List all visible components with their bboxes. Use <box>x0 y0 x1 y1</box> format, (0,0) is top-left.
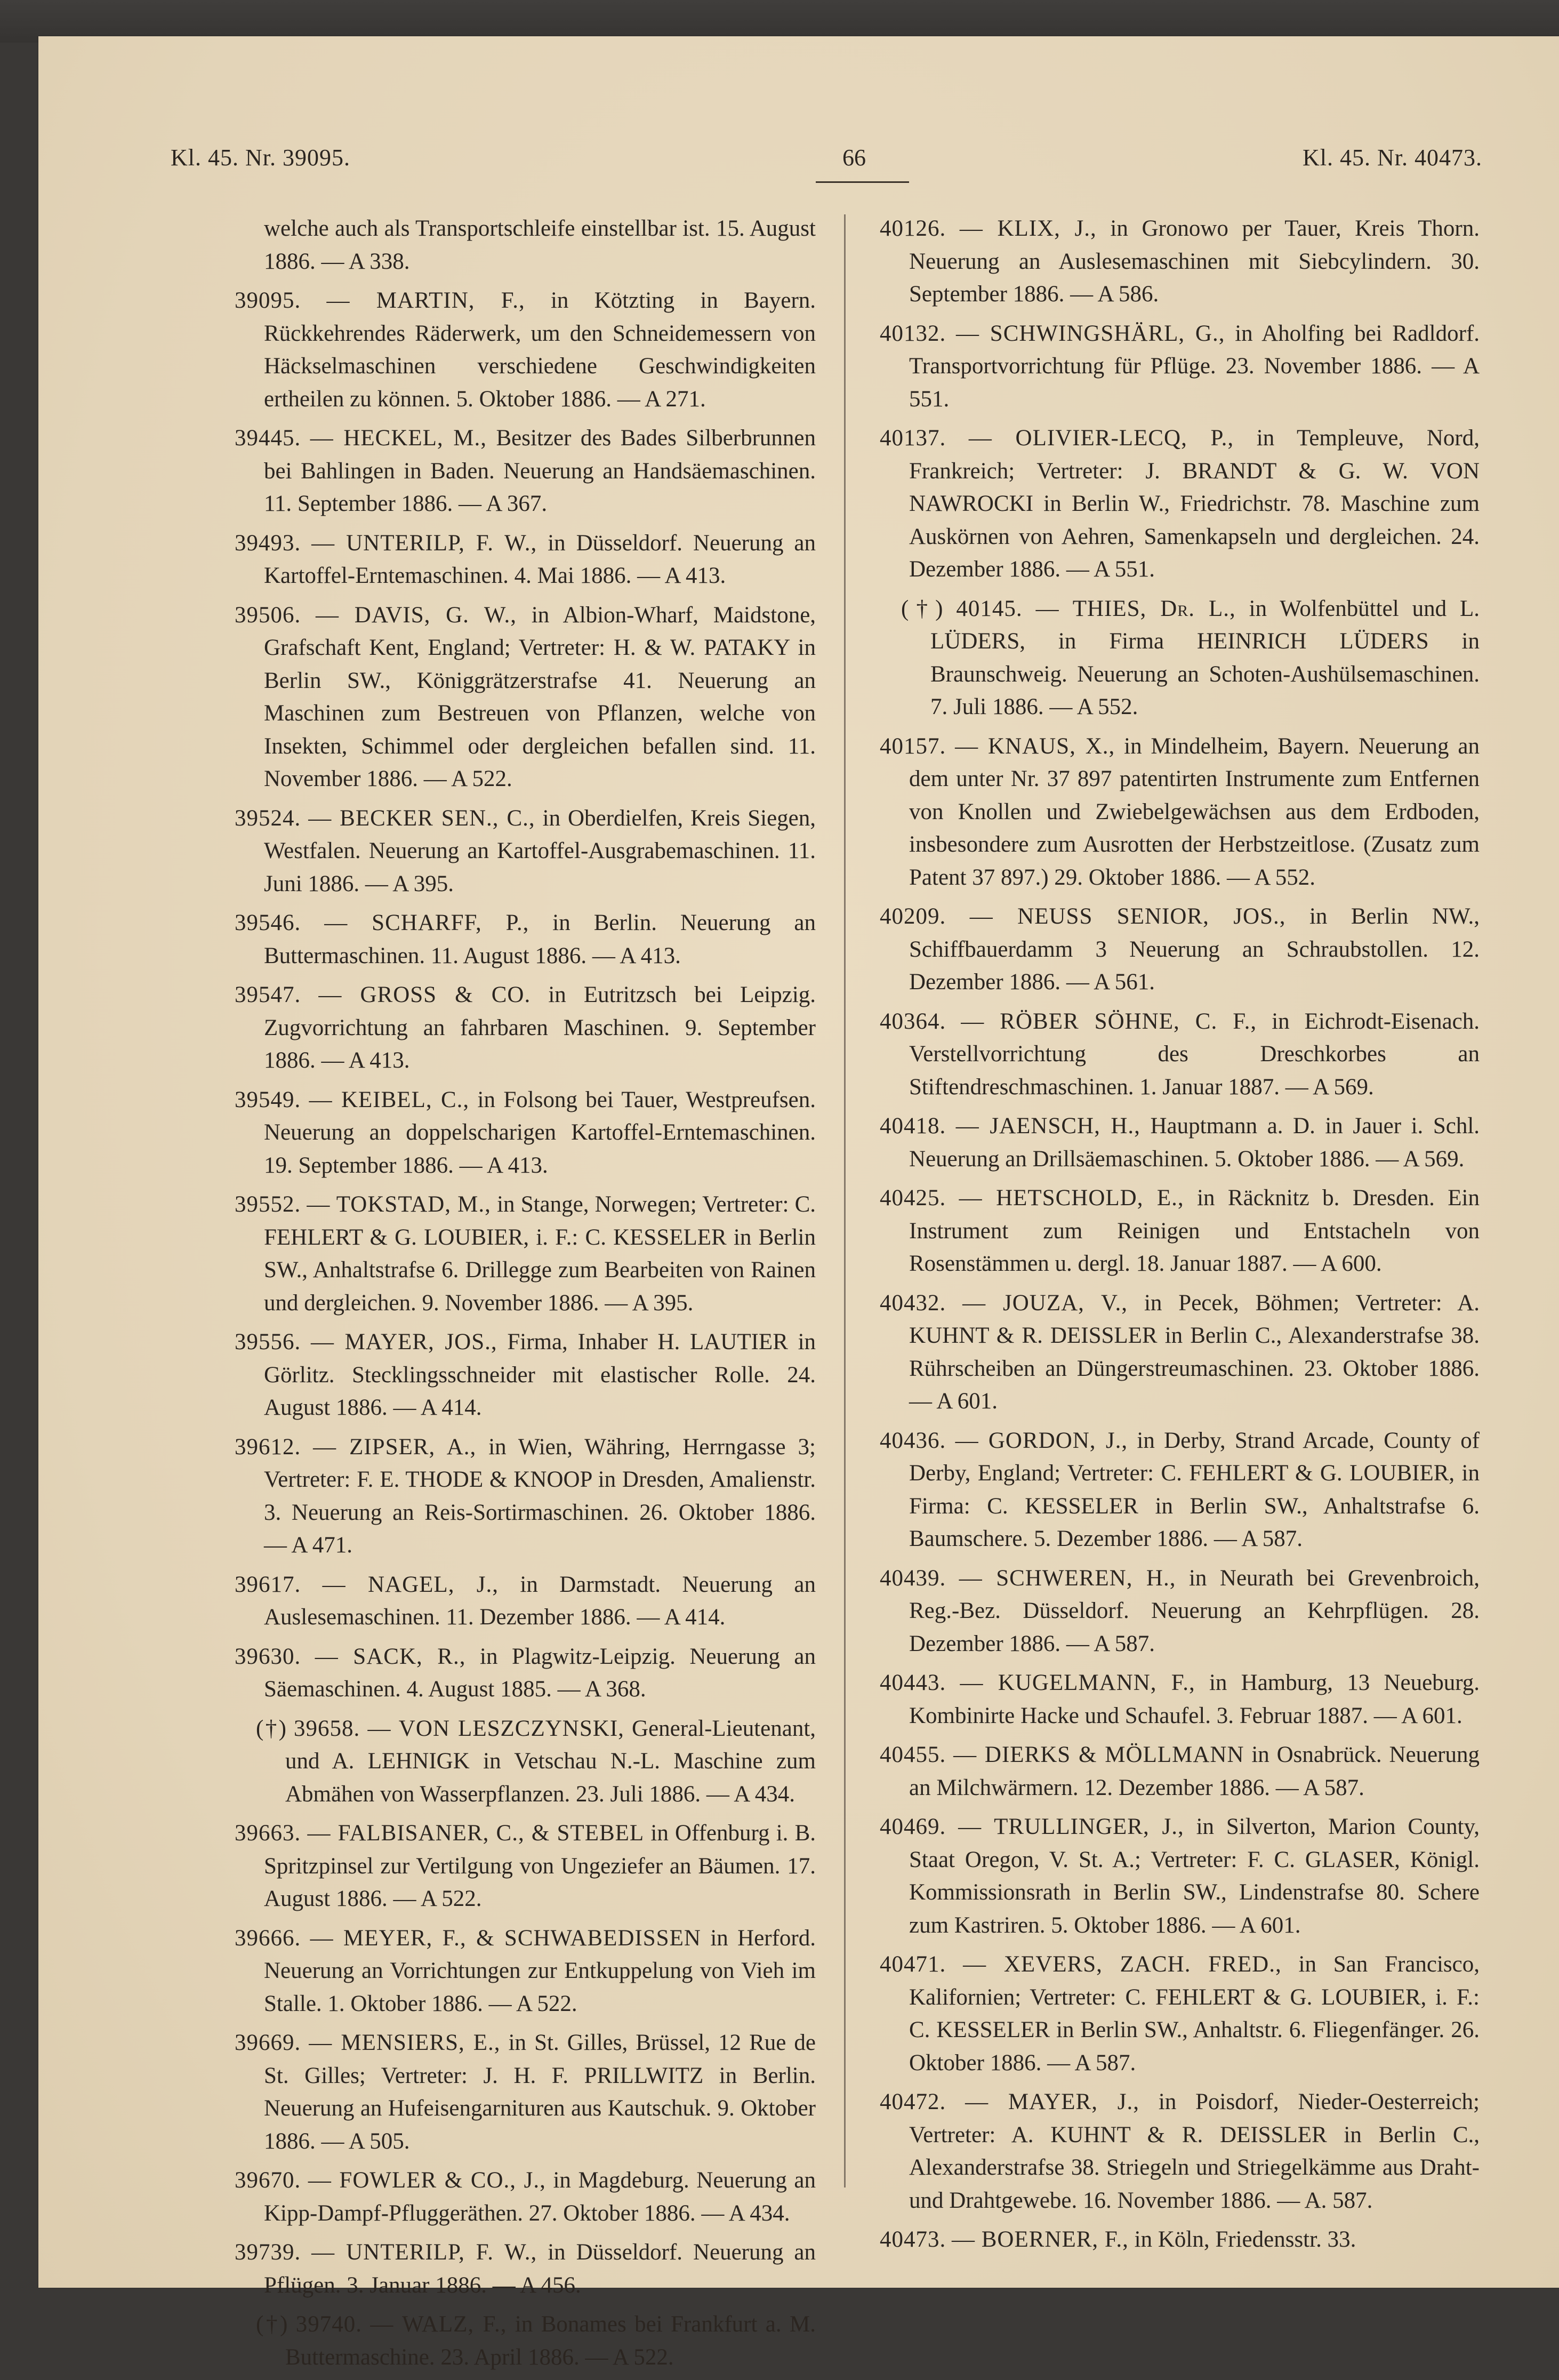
entry-text: welche auch als Transportschleife einstellbar ist. 15. August 1886. — A 338. <box>264 216 816 274</box>
entry-text: in Berlin NW., Schiffbauerdamm 3 Neuerung an Schraubstollen. 12. Dezember 1886. — A 561. <box>909 904 1480 995</box>
patent-number: 39658. <box>294 1716 360 1741</box>
patent-number: 40432. <box>880 1290 946 1316</box>
patent-entry <box>880 422 1480 586</box>
patent-number: 40469. <box>880 1814 946 1839</box>
entry-text: in Kötzting in Bayern. Rückkehrendes Räderwerk, um den Schneidemessern von Häckselmaschinen verschiedene Geschwindigkeiten ertheilen zu können. 5. Oktober 1886. — A 271. <box>264 288 816 412</box>
entry-text: in Mindelheim, Bayern. Neuerung an dem unter Nr. 37 897 patentirten Instrumente zum Entfernen von Knollen und Zwiebelgewächsen aus dem Erdboden, insbesondere zum Ausrotten der Herbstzeitlose. (Zusatz zum Patent 37 897.) 29. Oktober 1886. — A 552. <box>909 733 1480 890</box>
patent-number: 39552. <box>235 1192 301 1217</box>
patent-number: 39493. <box>235 530 301 556</box>
patent-number: 39547. <box>235 982 301 1007</box>
column-divider <box>844 214 846 2187</box>
patent-number: 39556. <box>235 1329 301 1355</box>
patent-entry <box>880 1287 1480 1418</box>
patentee-name: — MEYER, F., & SCHWABEDISSEN <box>310 1925 701 1951</box>
patentee-name: — HECKEL, M., <box>310 426 487 451</box>
patentee-name: — SCHARFF, P., <box>324 910 529 935</box>
page-header <box>171 144 1482 187</box>
patent-entry <box>235 1922 816 2021</box>
patentee-name: — RÖBER SÖHNE, C. F., <box>961 1008 1257 1034</box>
patent-entry <box>235 2236 816 2302</box>
page-number: 66 <box>842 145 866 171</box>
patentee-name: — WALZ, F., <box>370 2312 507 2337</box>
entry-text: Besitzer des Bades Silberbrunnen bei Bahlingen in Baden. Neuerung an Handsäemaschinen. 11. September 1886. — A 367. <box>264 426 816 516</box>
entry-text: in Templeuve, Nord, Frankreich; Vertreter: J. BRANDT & G. W. VON NAWROCKI in Berlin W., Friedrichstr. 78. Maschine zum Auskörnen von Aehren, Samenkapseln und dergleichen. 24. Dezember 1886. — A 551. <box>909 426 1480 582</box>
patentee-name: — SCHWEREN, H., <box>959 1565 1176 1591</box>
dagger-icon: (†) <box>256 1716 286 1741</box>
patentee-name: — UNTERILP, F. W., <box>311 2240 537 2265</box>
patent-entry <box>880 1005 1480 1104</box>
patentee-name: — UNTERILP, F. W., <box>311 530 537 556</box>
patent-number: 39445. <box>235 426 301 451</box>
patent-number: 39663. <box>235 1821 301 1846</box>
patent-number: 40472. <box>880 2089 946 2114</box>
patentee-name: — SACK, R., <box>315 1644 466 1669</box>
patent-number: 39546. <box>235 910 301 935</box>
patent-entry <box>880 1810 1480 1942</box>
patent-entry <box>235 802 816 901</box>
patent-number: 40209. <box>880 904 946 929</box>
entry-text: in Offenburg i. B. Spritzpinsel zur Vertilgung von Ungeziefer an Bäumen. 17. August 1886. — A 522. <box>264 1821 816 1911</box>
patent-entry <box>880 1110 1480 1175</box>
patentee-name: — MENSIERS, E., <box>309 2030 501 2055</box>
patent-number: 40473. <box>880 2227 946 2252</box>
patent-entry <box>235 1084 816 1182</box>
patent-entry <box>880 1738 1480 1804</box>
patent-number: 40443. <box>880 1670 946 1695</box>
patent-entry <box>235 1817 816 1916</box>
patentee-name: — JAENSCH, H., <box>955 1113 1140 1139</box>
patent-entry <box>235 979 816 1077</box>
patentee-name: — THIES, Dr. L., <box>1035 596 1236 621</box>
entry-text: in Eichrodt-Eisenach. Verstellvorrichtung des Dreschkorbes an Stiftendreschmaschinen. 1. Januar 1887. — A 569. <box>909 1008 1480 1100</box>
entry-text: in Neurath bei Grevenbroich, Reg.-Bez. Düsseldorf. Neuerung an Kehrpflügen. 28. Dezember 1886. — A 587. <box>909 1565 1480 1656</box>
patent-number: 40471. <box>880 1952 946 1977</box>
patent-number: 40436. <box>880 1428 946 1453</box>
patent-number: 39549. <box>235 1087 301 1112</box>
dagger-icon: (†) <box>901 596 943 621</box>
header-left-reference: Kl. 45. Nr. 39095. <box>171 145 350 171</box>
entry-text: in Düsseldorf. Neuerung an Kartoffel-Erntemaschinen. 4. Mai 1886. — A 413. <box>264 530 816 588</box>
patent-entry <box>880 2223 1480 2256</box>
patent-number: 40145. <box>956 596 1023 621</box>
entry-text: in Gronowo per Tauer, Kreis Thorn. Neuerung an Auslesemaschinen mit Siebcylindern. 30. September 1886. — A 586. <box>909 216 1480 307</box>
patentee-name: — BECKER SEN., C., <box>308 805 535 831</box>
page-number-rule <box>816 181 909 183</box>
entry-text: in Berlin. Neuerung an Buttermaschinen. 11. August 1886. — A 413. <box>264 910 816 968</box>
patent-number: 40455. <box>880 1742 946 1767</box>
patentee-name: — KEIBEL, C., <box>309 1087 470 1112</box>
entry-text: in Darmstadt. Neuerung an Auslesemaschinen. 11. Dezember 1886. — A 414. <box>264 1572 816 1630</box>
patent-entry <box>880 730 1480 894</box>
patent-number: 40364. <box>880 1008 946 1034</box>
patent-entry <box>880 317 1480 416</box>
patent-number: 40157. <box>880 733 946 759</box>
patentee-name: — XEVERS, ZACH. FRED., <box>963 1952 1282 1977</box>
entry-text: in St. Gilles, Brüssel, 12 Rue de St. Gilles; Vertreter: J. H. F. PRILLWITZ in Berlin. Neuerung an Hufeisengarnituren aus Kautschuk. 9. Oktober 1886. — A 505. <box>264 2030 816 2154</box>
patent-entry <box>235 1188 816 1319</box>
entry-text: Firma, Inhaber H. LAUTIER in Görlitz. Stecklingsschneider mit elastischer Rolle. 24. August 1886. — A 414. <box>264 1329 816 1420</box>
patent-entry <box>880 212 1480 311</box>
entry-text: in Eutritzsch bei Leipzig. Zugvorrichtung an fahrbaren Maschinen. 9. September 1886. — A 413. <box>264 982 816 1073</box>
entry-text: in Stange, Norwegen; Vertreter: C. FEHLERT & G. LOUBIER, i. F.: C. KESSELER in Berlin SW., Anhaltstrafse 6. Drillegge zum Bearbeiten von Rainen und dergleichen. 9. November 1886. — A 395. <box>264 1192 816 1316</box>
patentee-name: — KUGELMANN, F., <box>960 1670 1195 1695</box>
patentee-name: — NAGEL, J., <box>322 1572 499 1597</box>
dagger-icon: (†) <box>256 2312 288 2337</box>
patent-entry <box>235 422 816 520</box>
patent-entry <box>880 1948 1480 2079</box>
patentee-name: — OLIVIER-LECQ, P., <box>968 426 1234 451</box>
patent-entry <box>235 1326 816 1424</box>
entry-text: in San Francisco, Kalifornien; Vertreter: C. FEHLERT & G. LOUBIER, i. F.: C. KESSELER in Berlin SW., Anhaltstr. 6. Fliegenfänger. 26. Oktober 1886. — A 587. <box>909 1952 1480 2076</box>
patentee-name: — FOWLER & CO., J., <box>308 2168 546 2193</box>
patentee-name: — VON LESZCZYNSKI, <box>367 1716 624 1741</box>
patent-entry <box>880 1182 1480 1280</box>
patent-number: 40418. <box>880 1113 946 1139</box>
entry-text: in Oberdielfen, Kreis Siegen, Westfalen. Neuerung an Kartoffel-Ausgrabemaschinen. 11. Juni 1886. — A 395. <box>264 805 816 896</box>
entry-text: in Albion-Wharf, Maidstone, Grafschaft Kent, England; Vertreter: H. & W. PATAKY in Berlin SW., Königgrätzerstrafse 41. Neuerung an Maschinen zum Bestreuen von Pflanzen, welche von Insekten, Schimmel oder dergleichen befallen sind. 11. November 1886. — A 522. <box>264 602 816 791</box>
patentee-name: — KLIX, J., <box>959 216 1097 241</box>
patent-entry <box>880 1424 1480 1556</box>
patentee-name: — SCHWINGSHÄRL, G., <box>956 320 1225 346</box>
patent-entry <box>880 900 1480 999</box>
patent-entry <box>880 2086 1480 2217</box>
patentee-name: — DAVIS, G. W., <box>316 602 517 628</box>
patent-entry <box>235 2164 816 2230</box>
patent-number: 40137. <box>880 426 946 451</box>
patent-number: 39506. <box>235 602 301 628</box>
patentee-name: — JOUZA, V., <box>962 1290 1128 1316</box>
patentee-name: — BOERNER, F., <box>952 2227 1129 2252</box>
patent-entry <box>235 527 816 592</box>
entry-text: in Plagwitz-Leipzig. Neuerung an Säemaschinen. 4. August 1885. — A 368. <box>264 1644 816 1702</box>
patentee-name: — KNAUS, X., <box>955 733 1115 759</box>
patent-number: 39670. <box>235 2168 301 2193</box>
patent-number: 40126. <box>880 216 946 241</box>
patent-entry <box>235 284 816 415</box>
patent-entry <box>880 1666 1480 1732</box>
patent-number: 39666. <box>235 1925 301 1951</box>
patent-number: 39739. <box>235 2240 301 2265</box>
entry-text: in Aholfing bei Radldorf. Transportvorrichtung für Pflüge. 23. November 1886. — A 551. <box>909 320 1480 412</box>
patentee-name: — NEUSS SENIOR, JOS., <box>969 904 1286 929</box>
patent-number: 39617. <box>235 1572 301 1597</box>
entry-text: in Düsseldorf. Neuerung an Pflügen. 3. Januar 1886. — A 456. <box>264 2240 816 2298</box>
patentee-name: — HETSCHOLD, E., <box>959 1185 1184 1211</box>
patent-entry <box>235 1568 816 1634</box>
patent-entry <box>880 592 1480 724</box>
left-column <box>235 212 816 2380</box>
entry-text: in Wolfenbüttel und L. LÜDERS, in Firma HEINRICH LÜDERS in Braunschweig. Neuerung an Schoten-Aushülsemaschinen. 7. Juli 1886. — A 552. <box>930 596 1480 719</box>
entry-text: in Köln, Friedensstr. 33. <box>1134 2227 1356 2252</box>
entry-text: in Herford. Neuerung an Vorrichtungen zur Entkuppelung von Vieh im Stalle. 1. Oktober 1886. — A 522. <box>264 1925 816 2016</box>
patentee-name: — FALBISANER, C., & STEBEL <box>307 1821 645 1846</box>
patent-number: 39740. <box>295 2312 363 2337</box>
entry-text: in Folsong bei Tauer, Westpreufsen. Neuerung an doppelscharigen Kartoffel-Erntemaschinen. 19. September 1886. — A 413. <box>264 1087 816 1178</box>
entry-text: in Silverton, Marion County, Staat Oregon, V. St. A.; Vertreter: F. C. GLASER, Königl. Kommissionsrath in Berlin SW., Lindenstrafse 80. Schere zum Kastriren. 5. Oktober 1886. — A 601. <box>909 1814 1480 1938</box>
patentee-name: — TRULLINGER, J., <box>958 1814 1184 1839</box>
entry-text: in Poisdorf, Nieder-Oesterreich; Vertreter: A. KUHNT & R. DEISSLER in Berlin C., Alexanderstrafse 38. Striegeln und Striegelkämme aus Draht- und Drahtgewebe. 16. November 1886. — A. 587. <box>909 2089 1480 2213</box>
entry-text: in Derby, Strand Arcade, County of Derby, England; Vertreter: C. FEHLERT & G. LOUBIER, in Firma: C. KESSELER in Berlin SW., Anhaltstrafse 6. Baumschere. 5. Dezember 1886. — A 587. <box>909 1428 1480 1551</box>
patent-number: 40439. <box>880 1565 946 1591</box>
patentee-name: — DIERKS & MÖLLMANN <box>953 1742 1244 1767</box>
entry-text: in Räcknitz b. Dresden. Ein Instrument zum Reinigen und Entstacheln von Rosenstämmen u. dergl. 18. Januar 1887. — A 600. <box>909 1185 1480 1276</box>
patent-entry <box>235 1712 816 1811</box>
patent-number: 40425. <box>880 1185 946 1211</box>
patent-number: 39612. <box>235 1434 301 1460</box>
entry-text: in Hamburg, 13 Neueburg. Kombinirte Hacke und Schaufel. 3. Februar 1887. — A 601. <box>909 1670 1480 1728</box>
patentee-name: — TOKSTAD, M., <box>307 1192 491 1217</box>
patent-entry-continuation <box>235 212 816 278</box>
patent-number: 39630. <box>235 1644 301 1669</box>
entry-text: Hauptmann a. D. in Jauer i. Schl. Neuerung an Drillsäemaschinen. 5. Oktober 1886. — A 569. <box>909 1113 1480 1172</box>
patent-number: 39669. <box>235 2030 301 2055</box>
entry-text: in Magdeburg. Neuerung an Kipp-Dampf-Pfluggeräthen. 27. Oktober 1886. — A 434. <box>264 2168 816 2226</box>
header-right-reference: Kl. 45. Nr. 40473. <box>1303 145 1482 171</box>
entry-text: General-Lieutenant, und A. LEHNIGK in Vetschau N.-L. Maschine zum Abmähen von Wasserpflanzen. 23. Juli 1886. — A 434. <box>285 1716 816 1807</box>
patent-entry <box>235 599 816 796</box>
entry-text: in Wien, Währing, Herrngasse 3; Vertreter: F. E. THODE & KNOOP in Dresden, Amalienstr. 3. Neuerung an Reis-Sortirmaschinen. 26. Oktober 1886. — A 471. <box>264 1434 816 1558</box>
patent-entry <box>880 1562 1480 1661</box>
patentee-name: — GROSS & CO. <box>318 982 531 1007</box>
entry-text: in Osnabrück. Neuerung an Milchwärmern. 12. Dezember 1886. — A 587. <box>909 1742 1480 1800</box>
patent-entry <box>235 2026 816 2158</box>
patent-number: 39095. <box>235 288 301 313</box>
patentee-name: — MAYER, JOS., <box>310 1329 497 1355</box>
patent-number: 40132. <box>880 320 946 346</box>
patentee-name: — MARTIN, F., <box>326 288 525 313</box>
patent-entry <box>235 907 816 972</box>
patentee-name: — ZIPSER, A., <box>313 1434 477 1460</box>
patent-entry <box>235 2308 816 2374</box>
entry-text: in Pecek, Böhmen; Vertreter: A. KUHNT & R. DEISSLER in Berlin C., Alexanderstrafse 38. Rührscheiben an Düngerstreumaschinen. 23. Oktober 1886. — A 601. <box>909 1290 1480 1414</box>
patent-entry <box>235 1640 816 1706</box>
right-column <box>880 212 1480 2263</box>
patentee-name: — GORDON, J., <box>955 1428 1128 1453</box>
entry-text: in Bonames bei Frankfurt a. M. Buttermaschine. 23. April 1886. — A 522. <box>285 2312 816 2370</box>
patent-number: 39524. <box>235 805 301 831</box>
patentee-name: — MAYER, J., <box>965 2089 1140 2114</box>
patent-entry <box>235 1431 816 1562</box>
